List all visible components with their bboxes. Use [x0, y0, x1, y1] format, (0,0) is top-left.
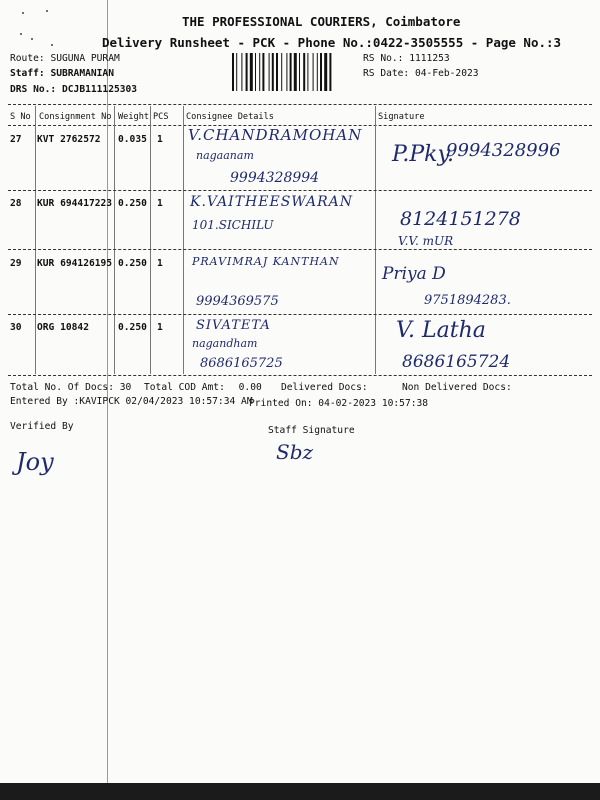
barcode-bar — [269, 53, 270, 91]
rs-no-row — [363, 53, 450, 64]
rs-no-value: 1111253 — [409, 53, 450, 64]
barcode-bar — [294, 53, 297, 91]
row-sno: 28 — [10, 198, 22, 209]
route-label: Route: — [10, 53, 45, 64]
row-weight: 0.250 — [118, 322, 147, 333]
col-divider — [183, 106, 184, 374]
barcode-bar — [259, 53, 260, 91]
barcode-bar — [262, 53, 264, 91]
signature-phone: 8686165724 — [402, 352, 511, 372]
row-divider — [8, 314, 592, 315]
row-consignment: KUR 694417223 — [37, 198, 113, 209]
col-sno-header: S No — [10, 112, 31, 122]
col-weight-header: Weight — [118, 112, 150, 122]
barcode-bar — [286, 53, 287, 91]
barcode-bar — [317, 53, 318, 91]
signature-phone: 8124151278 — [400, 208, 521, 230]
delivered-docs-label: Delivered Docs: — [281, 382, 368, 393]
row-sno: 27 — [10, 134, 22, 145]
consignee-phone: 9994369575 — [196, 294, 279, 309]
entered-by: Entered By :KAVIPCK 02/04/2023 10:57:34 AM — [10, 396, 253, 407]
barcode-bar — [246, 53, 248, 91]
row-weight: 0.250 — [118, 198, 147, 209]
route-value: SUGUNA PURAM — [50, 53, 120, 64]
col-divider — [114, 106, 115, 374]
row-sno: 29 — [10, 258, 22, 269]
row-consignment: KUR 694126195 — [37, 258, 113, 269]
col-consignee-header: Consignee Details — [186, 112, 274, 122]
consignee-name: SIVATETA — [196, 318, 271, 333]
row-sno: 30 — [10, 322, 22, 333]
barcode-bar — [236, 53, 237, 91]
total-cod-label: Total COD Amt: — [144, 382, 225, 393]
col-divider — [375, 106, 376, 374]
staff-label: Staff: — [10, 68, 45, 79]
rs-no-label: RS No.: — [363, 53, 404, 64]
col-divider — [35, 106, 36, 374]
col-divider — [150, 106, 151, 374]
runsheet-subtitle: Delivery Runsheet - PCK - Phone No.:0422-3505555 - Page No.:3 — [102, 35, 562, 50]
barcode-bar — [272, 53, 274, 91]
drs-row — [10, 84, 137, 95]
rs-date-label: RS Date: — [363, 68, 410, 79]
consignee-line2: nagandham — [192, 337, 258, 350]
table-top-rule — [8, 104, 592, 105]
row-pcs: 1 — [157, 198, 163, 209]
staff-value: SUBRAMANIAN — [50, 68, 114, 79]
consignee-name: PRAVIMRAJ KANTHAN — [192, 255, 340, 268]
barcode-bar — [303, 53, 305, 91]
rs-date-value: 04-Feb-2023 — [415, 68, 479, 79]
verified-by-label: Verified By — [10, 421, 74, 432]
staff-signature: Sbz — [276, 440, 314, 464]
barcode-bar — [324, 53, 327, 91]
barcode-bar — [241, 53, 242, 91]
barcode-bar — [250, 53, 253, 91]
row-pcs: 1 — [157, 134, 163, 145]
table-bottom-rule — [8, 375, 592, 376]
consignee-line2: 101.SICHILU — [192, 218, 274, 232]
total-docs-label: Total No. Of Docs: — [10, 382, 114, 393]
consignee-line2: nagaanam — [196, 149, 254, 162]
consignee-name: K.VAITHEESWARAN — [190, 194, 353, 210]
total-docs-value: 30 — [119, 382, 132, 393]
totals-row — [10, 382, 131, 393]
barcode-bar — [255, 53, 256, 91]
route-row — [10, 53, 120, 64]
barcode-bar — [329, 53, 331, 91]
signature-phone: 9994328996 — [446, 140, 561, 161]
cod-row — [144, 382, 262, 393]
col-consignment-header: Consignment No — [39, 112, 112, 122]
row-weight: 0.250 — [118, 258, 147, 269]
row-pcs: 1 — [157, 322, 163, 333]
total-cod-value: 0.00 — [238, 382, 262, 393]
col-signature-header: Signature — [378, 112, 425, 122]
drs-label: DRS No.: — [10, 84, 57, 95]
barcode-bar — [299, 53, 300, 91]
staff-signature-label: Staff Signature — [268, 425, 355, 436]
col-pcs-header: PCS — [153, 112, 169, 122]
barcode-bar — [290, 53, 292, 91]
row-pcs: 1 — [157, 258, 163, 269]
signature-mark: V.V. mUR — [398, 234, 454, 248]
barcode-bar — [320, 53, 322, 91]
signature-mark: P.Pky. — [392, 142, 454, 167]
company-title: THE PROFESSIONAL COURIERS, Coimbatore — [182, 14, 461, 29]
barcode-bar — [232, 53, 234, 91]
row-weight: 0.035 — [118, 134, 147, 145]
verified-signature: Joy — [16, 448, 54, 476]
staff-row — [10, 68, 114, 79]
scan-bottom-edge — [0, 783, 600, 800]
barcode — [232, 53, 356, 91]
rs-date-row — [363, 68, 479, 79]
non-delivered-docs-label: Non Delivered Docs: — [402, 382, 512, 393]
row-divider — [8, 249, 592, 250]
consignee-phone: 9994328994 — [230, 170, 320, 186]
row-divider — [8, 190, 592, 191]
barcode-bar — [281, 53, 282, 91]
drs-value: DCJB111125303 — [62, 84, 138, 95]
signature-mark: Priya D — [382, 264, 446, 284]
signature-mark: V. Latha — [396, 318, 486, 343]
barcode-bar — [313, 53, 314, 91]
barcode-bar — [276, 53, 278, 91]
row-consignment: KVT 2762572 — [37, 134, 101, 145]
consignee-phone: 8686165725 — [200, 356, 283, 371]
consignee-name: V.CHANDRAMOHAN — [188, 126, 363, 144]
barcode-bar — [307, 53, 308, 91]
row-consignment: ORG 10842 — [37, 322, 89, 333]
signature-phone: 9751894283. — [424, 293, 511, 308]
printed-on: Printed On: 04-02-2023 10:57:38 — [249, 398, 429, 409]
